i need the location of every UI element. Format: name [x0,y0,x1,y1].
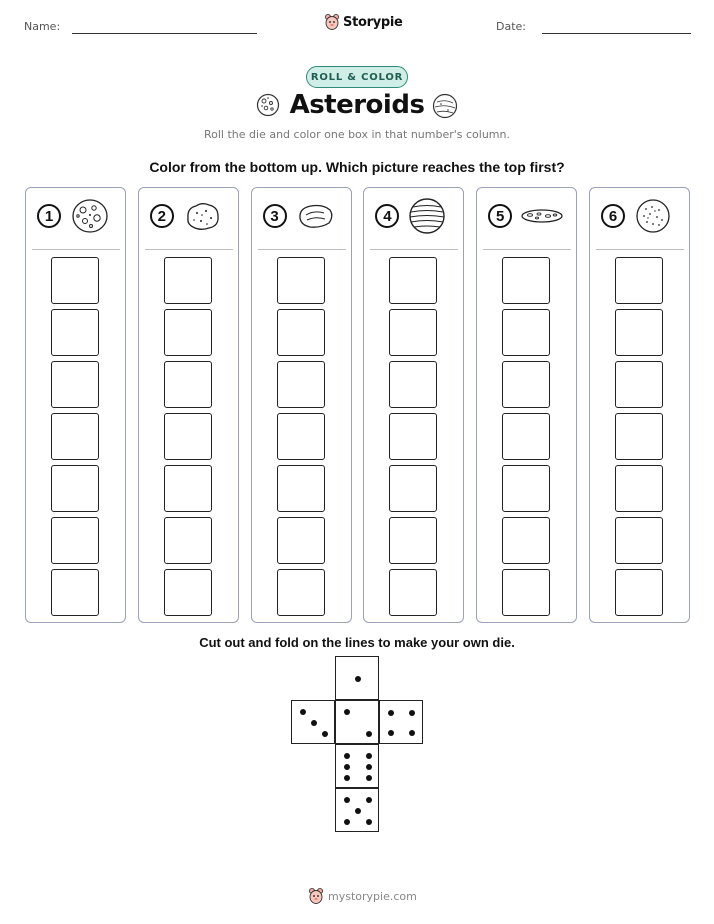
column-number: 1 [37,204,61,228]
column-divider [32,249,120,250]
color-box[interactable] [615,517,663,564]
rocky-asteroid-icon [184,200,222,232]
color-box[interactable] [51,569,99,616]
column-number: 6 [601,204,625,228]
die-pip [300,709,306,715]
speckled-asteroid-icon [635,198,671,234]
date-line[interactable] [542,33,691,34]
column-1 [25,187,126,623]
die-pip [355,808,361,814]
column-divider [596,249,684,250]
color-box[interactable] [389,361,437,408]
footer-url[interactable]: mystorypie.com [328,889,417,903]
color-box[interactable] [615,309,663,356]
die-pip [344,753,350,759]
color-box[interactable] [502,257,550,304]
color-box[interactable] [502,361,550,408]
die-pip [366,731,372,737]
color-box[interactable] [389,257,437,304]
die-pip [366,819,372,825]
storypie-mascot-icon [308,887,324,905]
asteroid-right-icon [432,93,458,119]
name-line[interactable] [72,33,257,34]
color-box[interactable] [615,569,663,616]
die-pip [366,764,372,770]
die-face-1 [335,656,379,700]
color-box[interactable] [502,413,550,460]
striped-planet-icon [408,197,446,235]
column-number: 5 [488,204,512,228]
die-pip [366,797,372,803]
storypie-mascot-icon [324,13,340,31]
die-pip [409,710,415,716]
color-box[interactable] [51,257,99,304]
die-face-3 [291,700,335,744]
date-label: Date: [496,20,526,33]
color-box[interactable] [164,569,212,616]
color-box[interactable] [502,309,550,356]
color-box[interactable] [164,257,212,304]
subtitle: Roll the die and color one box in that number's column. [204,128,510,141]
color-box[interactable] [164,309,212,356]
color-box[interactable] [164,517,212,564]
color-box[interactable] [277,361,325,408]
color-box[interactable] [51,413,99,460]
color-box[interactable] [164,413,212,460]
die-pip [322,731,328,737]
activity-badge: ROLL & COLOR [306,66,408,88]
color-box[interactable] [51,309,99,356]
die-face-4 [379,700,423,744]
die-pip [344,819,350,825]
footer [308,887,417,905]
die-pip [409,730,415,736]
name-label: Name: [24,20,61,33]
column-4 [363,187,464,623]
die-pip [311,720,317,726]
column-divider [483,249,571,250]
color-box[interactable] [615,413,663,460]
brand-logo [324,13,403,31]
instruction: Color from the bottom up. Which picture reaches the top first? [149,159,565,175]
color-box[interactable] [164,361,212,408]
cut-instruction: Cut out and fold on the lines to make your own die. [199,635,515,650]
die-pip [344,764,350,770]
die-pip [355,676,361,682]
die-pip [344,797,350,803]
column-divider [370,249,458,250]
roll-columns [25,187,690,624]
color-box[interactable] [51,361,99,408]
brand-name: Storypie [343,14,403,30]
cratered-asteroid-icon [71,198,109,234]
color-box[interactable] [615,465,663,512]
color-box[interactable] [389,517,437,564]
die-pip [344,775,350,781]
color-box[interactable] [389,413,437,460]
die-face-5 [335,788,379,832]
column-number: 2 [150,204,174,228]
color-box[interactable] [277,569,325,616]
column-6 [589,187,690,623]
color-box[interactable] [277,257,325,304]
color-box[interactable] [277,309,325,356]
die-pip [366,775,372,781]
color-box[interactable] [51,517,99,564]
color-box[interactable] [615,257,663,304]
color-box[interactable] [615,361,663,408]
color-box[interactable] [51,465,99,512]
column-number: 3 [263,204,287,228]
oval-asteroid-icon [297,202,335,230]
color-box[interactable] [389,465,437,512]
die-pip [388,710,394,716]
color-box[interactable] [389,569,437,616]
color-box[interactable] [277,517,325,564]
die-face-2 [335,700,379,744]
die-pip [366,753,372,759]
die-pip [344,709,350,715]
color-box[interactable] [164,465,212,512]
color-box[interactable] [502,517,550,564]
column-5 [476,187,577,623]
page-title: Asteroids [289,90,425,120]
column-2 [138,187,239,623]
column-divider [145,249,233,250]
color-box[interactable] [389,309,437,356]
die-face-6 [335,744,379,788]
column-number: 4 [375,204,399,228]
column-divider [258,249,346,250]
flat-asteroid-icon [520,208,564,224]
color-box[interactable] [502,465,550,512]
die-pip [388,730,394,736]
color-box[interactable] [277,413,325,460]
column-3 [251,187,352,623]
color-box[interactable] [277,465,325,512]
color-box[interactable] [502,569,550,616]
